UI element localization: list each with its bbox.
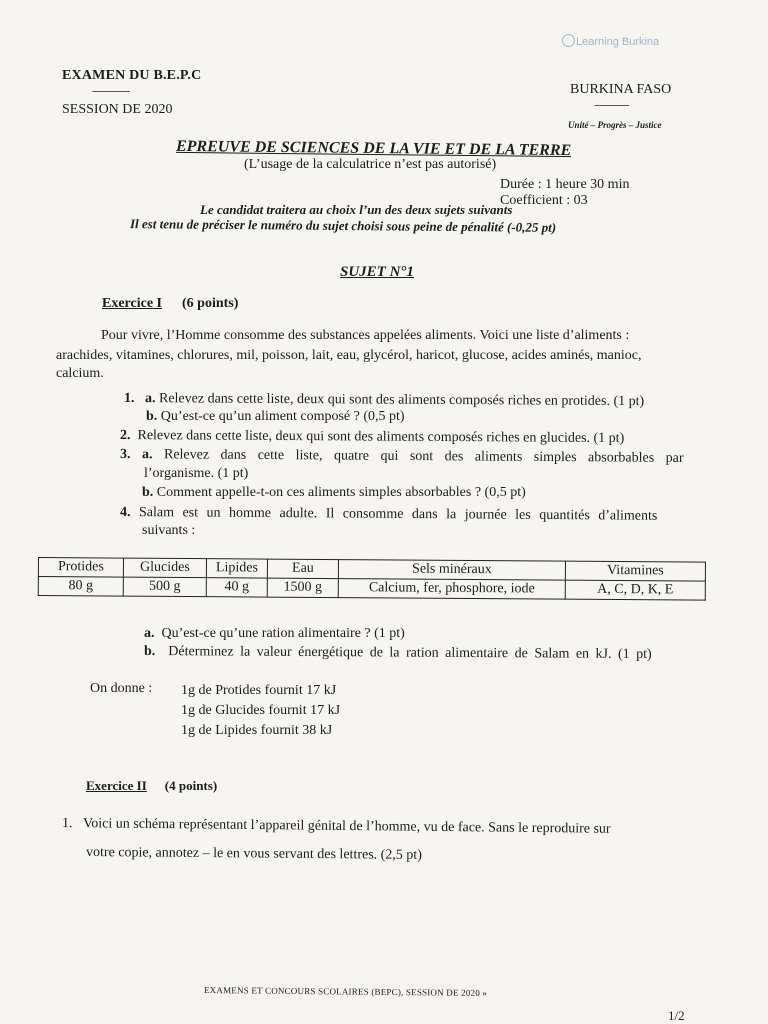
question-1b: b. Qu’est-ce qu’un aliment composé ? (0,5 pt) bbox=[146, 409, 405, 424]
header-divider-right: ------------- bbox=[594, 99, 629, 111]
watermark: Learning Burkina bbox=[562, 34, 659, 48]
exercise-2-points: (4 points) bbox=[164, 778, 218, 793]
page-number: 1/2 bbox=[668, 1008, 685, 1023]
table-cell: A, C, D, K, E bbox=[565, 580, 705, 600]
exercise-1-heading bbox=[102, 296, 238, 312]
table-row bbox=[38, 577, 705, 601]
table-header-cell: Glucides bbox=[123, 558, 206, 578]
page-footer: EXAMENS ET CONCOURS SCOLAIRES (BEPC), SESSION DE 2020 » bbox=[203, 985, 488, 998]
instruction-line-2: Il est tenu de préciser le numéro du sujet choisi sous peine de pénalité (-0,25 pt) bbox=[129, 216, 557, 235]
given-line-protides: 1g de Protides fournit 17 kJ bbox=[181, 683, 337, 698]
table-header-cell: Protides bbox=[38, 558, 123, 578]
question-1a: 1. a. Relevez dans cette liste, deux qui sont des aliments composés riches en protides. (1 pt) bbox=[123, 391, 645, 410]
exercise-1-intro-line-2: arachides, vitamines, chlorures, mil, poisson, lait, eau, glycérol, haricot, glucose, acides aminés, manioc, bbox=[56, 348, 642, 363]
question-3b: b. Comment appelle-t-on ces aliments simples absorbables ? (0,5 pt) bbox=[142, 485, 526, 500]
given-line-lipides: 1g de Lipides fournit 38 kJ bbox=[181, 723, 333, 738]
question-3a-continued: l’organisme. (1 pt) bbox=[144, 466, 249, 481]
exercise-2-title: Exercice II bbox=[86, 778, 147, 793]
country-name: BURKINA FASO bbox=[570, 82, 672, 97]
table-header-cell: Vitamines bbox=[565, 561, 705, 581]
coefficient: Coefficient : 03 bbox=[500, 193, 588, 208]
calculator-notice: (L’usage de la calculatrice n’est pas autorisé) bbox=[244, 157, 497, 172]
table-cell: 40 g bbox=[206, 578, 267, 597]
exercise-2-question-1-continued: votre copie, annotez – le en vous servant des lettres. (2,5 pt) bbox=[85, 845, 422, 863]
question-2: 2. Relevez dans cette liste, deux qui sont des aliments composés riches en glucides. (1 pt) bbox=[119, 428, 625, 447]
session-label: SESSION DE 2020 bbox=[62, 102, 173, 117]
question-3a: 3. a. Relevez dans cette liste, quatre qui sont des aliments simples absorbables par bbox=[119, 447, 684, 466]
table-header-cell: Sels minéraux bbox=[338, 560, 565, 581]
exercise-1-intro-line-3: calcium. bbox=[56, 366, 104, 381]
exercise-1-points: (6 points) bbox=[182, 296, 239, 311]
table-cell: 1500 g bbox=[267, 578, 338, 597]
header-divider-left: -------------- bbox=[92, 85, 130, 97]
question-4a: a. Qu’est-ce qu’une ration alimentaire ? (1 pt) bbox=[144, 626, 405, 641]
table-header-cell: Lipides bbox=[206, 559, 267, 578]
exercise-2-question-1: 1. Voici un schéma représentant l’appareil génital de l’homme, vu de face. Sans le reproduire sur bbox=[61, 816, 611, 837]
table-header-cell: Eau bbox=[267, 559, 338, 578]
duration: Durée : 1 heure 30 min bbox=[500, 177, 630, 192]
food-quantity-table bbox=[38, 557, 706, 601]
watermark-logo-icon bbox=[562, 34, 575, 47]
subject-heading: SUJET N°1 bbox=[340, 264, 414, 280]
table-cell: 80 g bbox=[38, 577, 123, 597]
exercise-2-heading bbox=[86, 778, 217, 794]
table-cell: 500 g bbox=[123, 577, 206, 597]
exercise-1-intro-line-1: Pour vivre, l’Homme consomme des substances appelées aliments. Voici une liste d’aliments : bbox=[101, 328, 630, 343]
question-4-continued: suivants : bbox=[142, 523, 196, 538]
table-cell: Calcium, fer, phosphore, iode bbox=[338, 579, 565, 600]
question-4b: b. Déterminez la valeur énergétique de la ration alimentaire de Salam en kJ. (1 pt) bbox=[143, 644, 652, 663]
exam-title: EPREUVE DE SCIENCES DE LA VIE ET DE LA TERRE bbox=[175, 137, 572, 160]
exercise-1-title: Exercice I bbox=[102, 296, 162, 311]
given-label: On donne : bbox=[90, 681, 153, 696]
exam-name: EXAMEN DU B.E.P.C bbox=[62, 68, 202, 83]
instruction-line-1: Le candidat traitera au choix l’un des deux sujets suivants bbox=[200, 202, 513, 217]
country-motto: Unité – Progrès – Justice bbox=[568, 120, 662, 130]
question-4: 4. Salam est un homme adulte. Il consomme dans la journée les quantités d’aliments bbox=[119, 505, 658, 524]
given-line-glucides: 1g de Glucides fournit 17 kJ bbox=[181, 703, 341, 718]
